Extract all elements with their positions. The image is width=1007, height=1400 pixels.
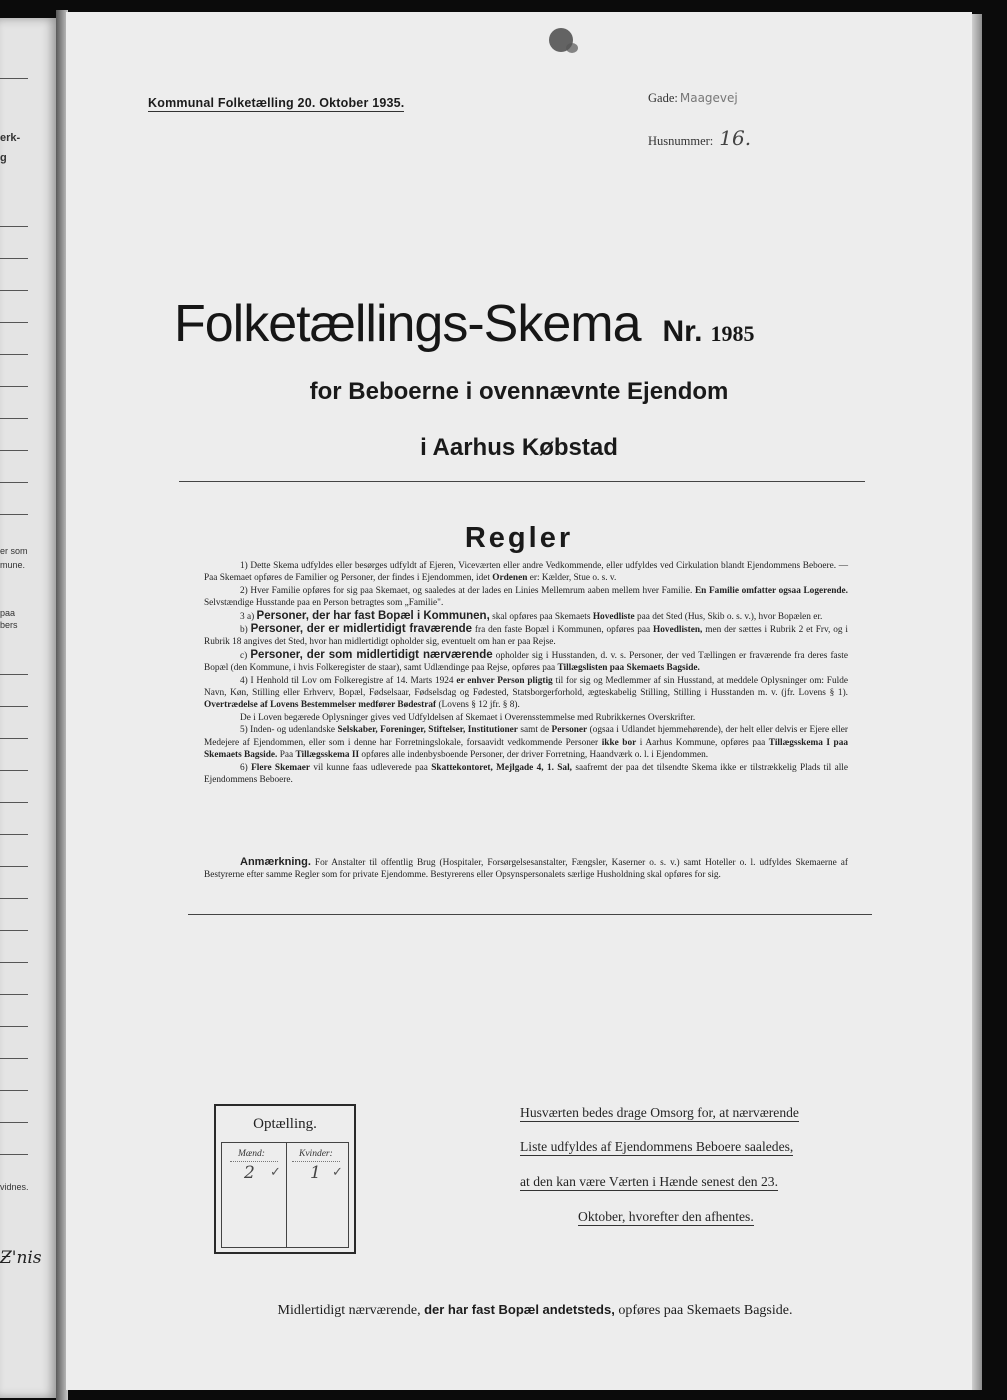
footer-note bbox=[66, 1302, 1004, 1319]
rule-6 bbox=[204, 762, 848, 787]
rule-bold: ikke bor bbox=[601, 737, 637, 748]
checkmark-icon: ✓ bbox=[332, 1165, 343, 1180]
annotation-text: For Anstalter til offentlig Brug (Hospitaler, Forsørgelsesanstalter, Fængsler, Kaserner o. s. v.) samt Hoteller o. l. udfyldes Skemaerne af Bestyrerne efter samme Regler som for private Ejendomme. Bestyrerens eller Opsynspersonalets særlige Husholdning skal opføres for sig. bbox=[204, 858, 848, 881]
left-page-rule bbox=[0, 386, 28, 387]
rule-3b bbox=[204, 623, 848, 649]
rule-bold: Tillægslisten paa Skemaets Bagside. bbox=[557, 663, 700, 674]
form-number-label: Nr. bbox=[662, 315, 703, 348]
annotation-label: Anmærkning. bbox=[240, 856, 311, 868]
left-page-fragment: bers bbox=[0, 620, 18, 630]
left-page-rule bbox=[0, 354, 28, 355]
left-page-rule bbox=[0, 514, 28, 515]
rule-bold: Overtrædelse af Lovens Bestemmelser medfører Bødestraf bbox=[204, 700, 437, 711]
rule-4 bbox=[204, 675, 848, 712]
checkmark-icon: ✓ bbox=[270, 1165, 281, 1180]
notice-line: at den kan være Værten i Hænde senest den 23. bbox=[520, 1174, 778, 1189]
rule-bold: Flere Skemaer bbox=[251, 762, 311, 773]
divider bbox=[188, 914, 872, 915]
left-page-rule bbox=[0, 866, 28, 867]
left-page-rule bbox=[0, 706, 28, 707]
count-box-grid bbox=[221, 1142, 349, 1248]
rule-text: opføres alle indenbysboende Personer, der driver Forretning, Haandværk o. l. i Ejendommen. bbox=[361, 750, 709, 761]
rule-highlight: Personer, der som midlertidigt nærværende bbox=[250, 648, 493, 661]
left-page-rule bbox=[0, 930, 28, 931]
rule-text: 6) bbox=[240, 762, 248, 773]
rule-text: skal opføres paa Skemaets bbox=[492, 611, 591, 622]
rule-bold: Ordenen bbox=[492, 573, 528, 584]
left-page-strip bbox=[0, 18, 58, 1398]
rule-text: b) bbox=[240, 625, 248, 636]
left-page-rule bbox=[0, 962, 28, 963]
rule-1 bbox=[204, 560, 848, 585]
rule-text: Paa bbox=[279, 750, 294, 761]
annotation-paragraph bbox=[204, 856, 848, 882]
rule-bold: Hovedlisten, bbox=[653, 625, 703, 636]
footer-text: opføres paa Skemaets Bagside. bbox=[618, 1303, 793, 1318]
left-page-rule bbox=[0, 802, 28, 803]
form-title bbox=[174, 294, 894, 354]
left-page-rule bbox=[0, 898, 28, 899]
rule-bold: er enhver Person pligtig bbox=[456, 675, 553, 686]
rule-bold: Hovedliste bbox=[592, 611, 635, 622]
form-title-main: Folketællings-Skema bbox=[174, 295, 641, 353]
left-page-fragment: paa bbox=[0, 608, 16, 618]
men-underline bbox=[230, 1161, 278, 1162]
rule-text: Selvstændige Husstande paa en Person betragtes som „Familie". bbox=[204, 598, 444, 609]
left-page-fragment: vidnes. bbox=[0, 1182, 29, 1192]
rule-text: samt de bbox=[520, 725, 550, 736]
left-page-rule bbox=[0, 418, 28, 419]
left-page-fragment: er som bbox=[0, 546, 28, 556]
notice-line: Liste udfyldes af Ejendommens Beboere saaledes, bbox=[520, 1139, 794, 1154]
left-page-signature: Ƶ'nis bbox=[0, 1248, 42, 1268]
rule-text: i Aarhus Kommune, opføres paa bbox=[639, 737, 766, 748]
rule-3c bbox=[204, 649, 848, 675]
husnummer-field bbox=[648, 126, 751, 150]
left-page-fragment: g bbox=[0, 152, 7, 164]
rule-text: opholder sig i Husstanden, d. v. s. Personer, der ved Tællingen er fraværende fra deres faste Bopæl (den Kommune, i hvis Folkeregister de staar), samt Udlændinge paa Rejse, opføres paa bbox=[204, 650, 849, 674]
census-form-page bbox=[66, 12, 972, 1390]
rule-text: til for sig og Medlemmer af sin Husstand, at meddele Oplysninger om: Fulde Navn, Køn, Stilling eller Erhverv, Bopæl, Fødselsaar, Fødselsdag og Fødested, Statsborgerforhold, ægteskabelig Stilling, Stilling i Husstanden m. v. (jfr. Lovens § 1). bbox=[204, 675, 848, 699]
rule-bold: En Familie omfatter ogsaa Logerende. bbox=[694, 585, 848, 596]
women-count: 1 bbox=[310, 1163, 321, 1183]
rule-3a bbox=[204, 610, 848, 623]
men-count: 2 bbox=[244, 1163, 255, 1183]
left-page-rule bbox=[0, 78, 28, 79]
left-page-fragment: mune. bbox=[0, 560, 26, 570]
rule-text: (ogsaa i Udlandet hjemmehørende), der helt eller delvis er Ejere eller Medejere af Ejendommen, eller som i denne har Forretningslokale, forsaavidt vedkommende Personer bbox=[204, 725, 849, 748]
rule-bold: Selskaber, Foreninger, Stiftelser, Institutioner bbox=[337, 725, 518, 736]
ink-stain bbox=[566, 43, 578, 53]
rule-highlight: Personer, der er midlertidigt fraværende bbox=[250, 623, 473, 636]
left-page-rule bbox=[0, 450, 28, 451]
count-box-divider bbox=[286, 1143, 287, 1247]
left-page-rule bbox=[0, 834, 28, 835]
census-header: Kommunal Folketælling 20. Oktober 1935. bbox=[148, 96, 405, 110]
left-page-rule bbox=[0, 738, 28, 739]
rule-text: 5) Inden- og udenlandske bbox=[240, 725, 336, 736]
form-number-value: 1985 bbox=[710, 321, 755, 346]
rule-text: c) bbox=[240, 650, 248, 661]
rule-highlight: Personer, der har fast Bopæl i Kommunen, bbox=[256, 609, 490, 622]
footer-bold: der har fast Bopæl andetsteds, bbox=[424, 1302, 615, 1317]
left-page-rule bbox=[0, 1154, 28, 1155]
rule-text: paa det Sted (Hus, Skib o. s. v.), hvor Bopælen er. bbox=[636, 611, 823, 622]
husnummer-value: 16. bbox=[719, 126, 752, 150]
rule-bold: Personer bbox=[551, 725, 588, 736]
rule-text: De i Loven begærede Oplysninger gives ved Udfyldelsen af Skemaet i Overensstemmelse med Rubrikkernes Overskrifter. bbox=[240, 712, 696, 723]
rule-2 bbox=[204, 585, 848, 610]
rule-text: saafremt der paa det tilsendte Skema ikke er tilstrækkelig Plads til alle Ejendommens Beboere. bbox=[204, 762, 849, 785]
left-page-fragment: erk- bbox=[0, 132, 21, 144]
notice-line: Oktober, hvorefter den afhentes. bbox=[578, 1209, 754, 1224]
left-page-rule bbox=[0, 674, 28, 675]
left-page-rule bbox=[0, 770, 28, 771]
left-page-rule bbox=[0, 258, 28, 259]
left-page-rule bbox=[0, 1058, 28, 1059]
left-page-rule bbox=[0, 226, 28, 227]
left-page-rule bbox=[0, 1122, 28, 1123]
rule-bold: Tillægsskema I paa Skemaets Bagside. bbox=[204, 737, 849, 761]
rule-text: 3 a) bbox=[240, 611, 255, 622]
men-label: Mænd: bbox=[238, 1149, 265, 1159]
left-page-rule bbox=[0, 322, 28, 323]
rules-heading: Regler bbox=[464, 522, 574, 554]
husnummer-label: Husnummer: bbox=[648, 134, 714, 148]
left-page-rule bbox=[0, 482, 28, 483]
rule-text: 1) Dette Skema udfyldes eller besørges udfyldt af Ejeren, Viceværten eller andre Vedkommende, eller udfyldes ved Cirkulation blandt Ejendommens Beboere. — Paa Skemaet opføres de Familier og Personer, der findes i Ejendommen, idet bbox=[204, 561, 848, 584]
left-page-rule bbox=[0, 1026, 28, 1027]
rule-text: (Lovens § 12 jfr. § 8). bbox=[438, 700, 520, 711]
gade-value: Maagevej bbox=[679, 91, 738, 105]
left-page-rule bbox=[0, 994, 28, 995]
rule-5 bbox=[204, 724, 848, 761]
rule-4-note bbox=[204, 712, 848, 724]
gade-label: Gade: bbox=[648, 91, 678, 105]
count-box bbox=[214, 1104, 356, 1254]
footer-text: Midlertidigt nærværende, bbox=[277, 1303, 421, 1318]
gade-field bbox=[648, 91, 738, 106]
rule-bold: Tillægsskema II bbox=[295, 750, 360, 761]
women-label: Kvinder: bbox=[299, 1149, 333, 1159]
left-page-rule bbox=[0, 290, 28, 291]
form-subtitle-2: i Aarhus Købstad bbox=[420, 434, 618, 461]
divider bbox=[179, 481, 865, 482]
annotation-note bbox=[204, 856, 848, 882]
notice-line: Husværten bedes drage Omsorg for, at nærværende bbox=[520, 1105, 799, 1120]
rule-text: er: Kælder, Stue o. s. v. bbox=[529, 573, 617, 584]
rules-text bbox=[204, 560, 848, 786]
rule-text: vil kunne faas udleverede paa bbox=[313, 762, 428, 773]
women-underline bbox=[292, 1161, 340, 1162]
rule-bold: Skattekontoret, Mejlgade 4, 1. Sal, bbox=[431, 762, 572, 773]
left-page-rule bbox=[0, 1090, 28, 1091]
rule-text: men der sættes i Rubrik 2 et Frv, og i Rubrik 18 angives det Sted, hvor han midlertidigt opholder sig, eventuelt om han er paa Rejse. bbox=[204, 625, 848, 648]
count-box-title: Optælling. bbox=[253, 1116, 317, 1132]
rule-text: fra den faste Bopæl i Kommunen, opføres paa bbox=[474, 625, 651, 636]
rule-text: 2) Hver Familie opføres for sig paa Skemaet, og saaledes at der lades en Linies Mellemrum aaben mellem hver Familie. bbox=[240, 585, 693, 596]
rule-text: 4) I Henhold til Lov om Folkeregistre af 14. Marts 1924 bbox=[240, 675, 454, 686]
page-edge bbox=[972, 14, 982, 1390]
form-subtitle-1: for Beboerne i ovennævnte Ejendom bbox=[309, 378, 729, 405]
